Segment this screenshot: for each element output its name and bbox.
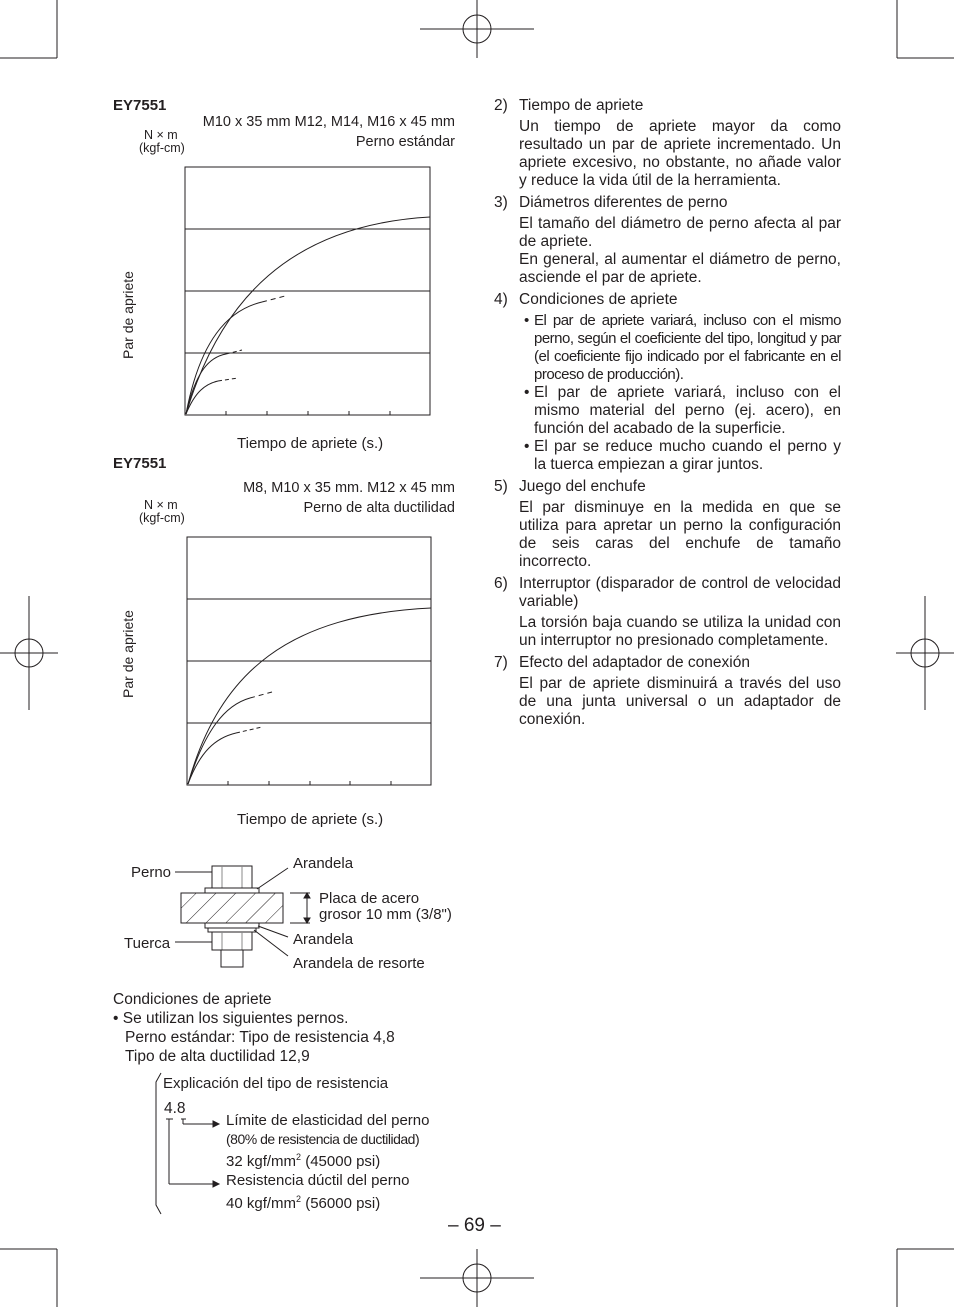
item-4-bullet-1: • El par de apriete variará, incluso con el mismo perno, según el coeficiente del tipo, longitud y par (el coeficiente fijo indicado por el fabricante en el proceso de producción). [524,312,841,383]
label-arandela-resorte: Arandela de resorte [293,955,425,972]
chart2-unit-bottom: (kgf-cm) [139,511,185,525]
chart2-ylabel: Par de apriete [120,610,136,698]
item-5: 5) Juego del enchufe El par disminuye en la medida en que se utiliza para apretar un perno la configuración de seis caras del enchufe de tamaño incorrecto. [494,478,841,570]
item-2: 2) Tiempo de apriete Un tiempo de apriete mayor da como resultado un par de apriete incrementado. Un apriete excesivo, no obstante, no añade valor y reduce la vida útil de la herramienta. [494,97,841,189]
chart2-spec-line2: Perno de alta ductilidad [303,500,455,516]
label-arandela-bottom: Arandela [293,931,354,948]
elastic-line3: 32 kgf/$mm^2$ (45000 psi) [226,1152,381,1170]
conditions-line2: Tipo de alta ductilidad 12,9 [125,1048,310,1065]
chart2-model: EY7551 [113,455,167,472]
chart2-xlabel: Tiempo de apriete (s.) [237,811,384,828]
chart2-unit-top: N × m [144,498,178,512]
item-3-body-1: El tamaño del diámetro de perno afecta al par de apriete. [519,215,841,250]
item-7: 7) Efecto del adaptador de conexión El par de apriete disminuirá a través del uso de una junta universal o un adaptador de conexión. [494,654,841,728]
item-5-heading: Juego del enchufe [519,478,646,495]
item-6: 6) Interruptor (disparador de control de velocidad variable) La torsión baja cuando se utiliza la unidad con un interruptor no presionado completamente. [494,575,841,649]
chart1-unit-top: N × m [144,128,178,142]
chart1-xlabel: Tiempo de apriete (s.) [237,435,384,452]
label-tuerca: Tuerca [124,935,171,952]
chart1-model: EY7551 [113,97,167,114]
chart1-unit-bottom: (kgf-cm) [139,141,185,155]
page-number: – 69 – [448,1215,501,1236]
ductile-line2: 40 kgf/$mm^2$ (56000 psi) [226,1194,381,1212]
label-perno: Perno [131,864,172,881]
item-4-bullet-3: • El par se reduce mucho cuando el perno y la tuerca empiezan a girar juntos. [524,438,841,473]
item-6-body: La torsión baja cuando se utiliza la unidad con un interruptor no presionado completamente. [519,614,841,649]
conditions-line1: Perno estándar: Tipo de resistencia 4,8 [125,1029,395,1046]
item-4: 4) Condiciones de apriete • El par de apriete variará, incluso con el mismo perno, según el coeficiente del tipo, longitud y par (el coeficiente fijo indicado por el fabricante en el proceso de producción). • El par de apriete variará, incluso con el mismo material del perno (ej. acero), en función del acabado de la superficie. • El par se reduce mucho cuando el perno y la tuerca empiezan a girar juntos. [494,291,841,473]
strength-code: 4.8 [164,1100,186,1117]
item-2-body: Un tiempo de apriete mayor da como resultado un par de apriete incrementado. Un apriete excesivo, no obstante, no añade valor y reduce la vida útil de la herramienta. [519,118,841,189]
item-5-body: El par disminuye en la medida en que se utiliza para apretar un perno la configuración de seis caras del enchufe de tamaño incorrecto. [519,499,841,570]
right-column [494,97,841,733]
item-4-heading: Condiciones de apriete [519,291,678,308]
item-2-heading: Tiempo de apriete [519,97,644,114]
ductile-line1: Resistencia dúctil del perno [226,1172,410,1189]
item-3: 3) Diámetros diferentes de perno El tamaño del diámetro de perno afecta al par de apriete. En general, al aumentar el diámetro de perno, asciende el par de apriete. [494,194,841,286]
label-placa-1: Placa de acero [319,890,420,907]
conditions-bullet: • Se utilizan los siguientes pernos. [113,1010,349,1027]
chart2-spec-line1: M8, M10 x 35 mm. M12 x 45 mm [243,480,455,496]
item-7-heading: Efecto del adaptador de conexión [519,654,750,671]
label-placa-2: grosor 10 mm (3/8") [319,906,452,923]
item-3-heading: Diámetros diferentes de perno [519,194,728,211]
item-7-body: El par de apriete disminuirá a través del uso de una junta universal o un adaptador de conexión. [519,675,841,728]
item-6-heading: Interruptor (disparador de control de velocidad variable) [519,575,841,610]
item-4-bullet-2: • El par de apriete variará, incluso con el mismo material del perno (ej. acero), en función del acabado de la superficie. [524,384,841,437]
strength-brace [156,1073,161,1214]
chart1-spec-line2: Perno estándar [355,134,455,150]
label-arandela-top: Arandela [293,855,354,872]
conditions-title: Condiciones de apriete [113,991,272,1008]
elastic-line2: (80% de resistencia de ductilidad) [226,1131,420,1147]
item-3-body-2: En general, al aumentar el diámetro de perno, asciende el par de apriete. [519,251,841,286]
strength-title: Explicación del tipo de resistencia [163,1075,389,1092]
chart1-spec-line1: M10 x 35 mm M12, M14, M16 x 45 mm [202,114,455,130]
chart1-ylabel: Par de apriete [120,271,136,359]
elastic-line1: Límite de elasticidad del perno [226,1112,430,1129]
